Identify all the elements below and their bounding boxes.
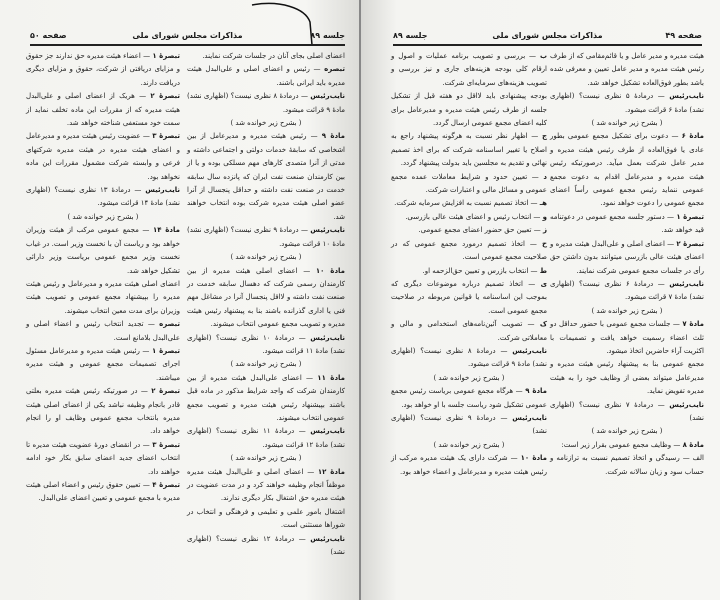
article-text: — اتخاذ تصمیم درمورد مجمع عمومی که در صلاحیت مجمع عمومی است.: [391, 239, 547, 262]
article-heading: نایب‌رئیس: [310, 333, 345, 342]
article-text: — اعضای علی‌البدل هیئت مدیره از بین کارمندان شرکت که واجد شرایط مذکور در ماده قبل باشند بپیشنهاد رئیس هیئت مدیره و تصویب مجمع عمومی انتخاب میشوند.: [187, 373, 345, 422]
article-paragraph: [26, 90, 180, 130]
article-heading: مادهٔ ۹: [321, 132, 346, 141]
article-heading: تبصرهٔ ۳: [152, 440, 180, 449]
article-heading: مادهٔ ۱۰: [315, 266, 345, 275]
page-header: [393, 28, 702, 46]
article-text: — رئیس و اعضای اصلی و علی‌البدل هیئت مدیره باید ایرانی باشند.: [187, 65, 345, 87]
article-text: — دعوت برای تشکیل مجمع عمومی بطور عادی یا فوق‌العاده از طرف رئیس هیئت مدیره و مدیر عامل شرکت بعمل میآید. درصورتیکه رئیس هیئت مدیره و مدیرعامل اقدام به دعوت مجمع عمومی ننماید رئیس مجمع عمومی رأساً اعضای مجمع عمومی را دعوت خواهد نمود.: [550, 132, 704, 208]
article-heading: تبصرهٔ ۳: [152, 132, 180, 141]
article-text: — تجدید انتخاب رئیس و اعضاء اصلی و علی‌البدل بلامانع است.: [26, 320, 180, 342]
article-text: — انتخاب رئیس و اعضای هیئت عالی بازرسی.: [405, 212, 543, 221]
article-paragraph: [187, 332, 345, 359]
article-paragraph: [187, 425, 345, 452]
reading-note: ( بشرح زیر خوانده شد ): [230, 360, 302, 369]
article-heading: مادهٔ ۸: [682, 440, 704, 449]
article-heading: تبصرهٔ ۲: [151, 387, 181, 396]
article-paragraph: [187, 533, 345, 560]
article-text: — تعیین حدود و شرایط معاملات عمده مجمع عمومی و مسائل مالی و اعتبارات شرکت.: [391, 172, 547, 195]
page-header: [30, 28, 345, 46]
reading-note: ( بشرح زیر خوانده شد ): [230, 253, 302, 262]
text-column: [391, 50, 547, 479]
article-heading: هـ: [539, 199, 547, 208]
right-page: [361, 0, 720, 600]
article-text: — اتخاذ تصمیم نسبت به افزایش سرمایه شرکت.: [394, 199, 540, 208]
article-text: — اتخاذ تصمیم درباره موضوعات دیگری که بموجب این اساسنامه یا قوانین مربوطه در صلاحیت مجمع عمومی است.: [391, 279, 547, 315]
article-heading: تبصره: [159, 320, 180, 329]
article-text: — درمادهٔ ۵ نظری نیست؟ (اظهاری نشد) مادهٔ ۶ قرائت میشود.: [550, 92, 704, 114]
article-text: — درمادهٔ ۹ نظری نیست؟ (اظهاری نشد) مادهٔ ۱۰ قرائت میشود.: [187, 226, 345, 248]
article-paragraph: [26, 345, 180, 385]
reading-note: ( بشرح زیر خوانده شد ): [230, 119, 302, 128]
article-paragraph: [26, 439, 180, 479]
article-text: — انتخاب بازرس و تعیین حق‌الزحمه او.: [422, 266, 540, 275]
article-paragraph: [26, 318, 180, 345]
article-heading: نایب‌رئیس: [310, 92, 346, 101]
reading-note: ( بشرح زیر خوانده شد ): [230, 454, 302, 463]
article-paragraph: [391, 278, 547, 318]
article-heading: مادهٔ ۱۱: [317, 373, 345, 382]
article-paragraph: [391, 265, 547, 278]
article-paragraph: [26, 50, 180, 90]
article-heading: ز: [542, 226, 547, 235]
article-paragraph: [391, 211, 547, 224]
article-text: — درمادهٔ ۱۳ نظری نیست؟ (اظهاری نشد) مادهٔ ۱۴ قرائت میشود.: [26, 186, 180, 208]
article-heading: ب: [539, 52, 547, 60]
paragraph: مجمع عمومی بنا به پیشنهاد رئیس هیئت مدیره و مدیرعامل میتواند بعضی از وظایف خود را به هیئت مدیره تفویض نماید.: [550, 360, 704, 396]
article-heading: نایب‌رئیس: [512, 413, 547, 422]
article-paragraph: [550, 130, 704, 210]
text-column: [187, 50, 345, 559]
article-heading: تبصرهٔ ۱: [676, 212, 704, 221]
article-heading: ک: [539, 320, 547, 329]
paragraph: الف — رسیدگی و اتخاذ تصمیم نسبت به ترازنامه و حساب سود و زیان سالانه شرکت.: [550, 454, 704, 476]
article-heading: ی: [540, 279, 547, 288]
paragraph: اشتغال بامور علمی و تعلیمی و فرهنگی و انتخاب در شوراها مستثنی است.: [187, 507, 345, 530]
article-heading: مادهٔ ۱۴: [152, 226, 180, 235]
article-text: — رئیس هیئت مدیره و مدیرعامل از بین اشخاصی که سابقهٔ خدمات دولتی و اجتماعی داشته و مدتی از آنرا متصدی کارهای مهم مسلکی بوده و یا از بین کارمندان صنعت نفت ایران که پانزده سال سابقه خدمت در صنعت نفت داشته و حداقل پنجسال از آنرا عضو اصلی هیئت مدیره شرکت بوده انتخاب خواهند شد.: [187, 132, 345, 221]
article-text: — درمادهٔ ۸ نظری نیست؟ (اظهاری نشد) مادهٔ ۹ قرائت میشود.: [187, 92, 345, 114]
article-text: — عضویت رئیس هیئت مدیره و مدیرعامل و اعضای هیئت مدیره در هیئت مدیره شرکتهای فرعی و وابسته شرکت مشمول مقررات این ماده نخواهد بود.: [26, 132, 180, 181]
left-page: [0, 0, 359, 600]
reading-note: ( بشرح زیر خوانده شد ): [433, 373, 505, 382]
article-paragraph: [391, 452, 547, 479]
article-paragraph: [550, 278, 704, 305]
article-heading: مادهٔ ۹: [525, 387, 548, 396]
article-heading: نایب‌رئیس: [310, 427, 345, 436]
article-paragraph: [26, 184, 180, 211]
article-text: — اعضای اصلی هیئت مدیره از بین کارمندان رسمی شرکت که دهسال سابقه خدمت در صنعت نفت داشته و لااقل پنجسال آنرا در مشاغل مهم فنی یا اداری گذرانده باشند بنا به پیشنهاد رئیس هیئت مدیره و تصویب مجمع عمومی انتخاب میشوند.: [187, 266, 345, 329]
article-text: — درمادهٔ ۱۰ نظری نیست؟ (اظهاری نشد) مادهٔ ۱۱ قرائت میشود.: [187, 333, 345, 355]
article-heading: تبصرهٔ ۲: [676, 239, 704, 248]
article-text: — بررسی و تصویب برنامه عملیات و اصول و ارقام کلی بودجه هزینه‌های جاری و نیز بررسی و تصویب هزینه‌های سرمایه‌ای شرکت.: [391, 52, 547, 87]
article-paragraph: [187, 224, 345, 251]
article-paragraph: [550, 90, 704, 117]
article-text: — درمادهٔ ۹ نظری نیست؟ (اظهاری نشد): [391, 413, 547, 436]
article-heading: مادهٔ ۷: [682, 320, 705, 329]
article-paragraph: [391, 171, 547, 198]
article-text: — درمادهٔ ۸ نظری نیست؟ (اظهاری نشد) مادهٔ ۹ قرائت میشود.: [391, 346, 547, 369]
reading-note: ( بشرح زیر خوانده شد ): [591, 119, 663, 128]
article-text: — اعضای اصلی و علی‌البدل هیئت مدیره موظفاً انجام وظیفه خواهند کرد و در مدت عضویت در هیئت مدیره حق اشتغال بکار دیگری ندارند.: [187, 467, 345, 503]
article-paragraph: [187, 466, 345, 506]
article-paragraph: [26, 224, 180, 278]
article-text: — جلسات مجمع عمومی با حضور حداقل دو ثلث اعضاء رسمیت خواهد یافت و تصمیمات با اکثریت آراء حاضرین اتخاذ میشود.: [550, 320, 704, 355]
article-heading: تبصرهٔ ۴: [152, 481, 180, 489]
article-paragraph: [391, 238, 547, 265]
article-heading: نایب‌رئیس: [669, 92, 704, 101]
article-text: — در انقضای دورهٔ عضویت هیئت مدیره تا انتخاب اعضای جدید اعضای سابق بکار خود ادامه خواهند داد.: [26, 440, 180, 476]
article-paragraph: [391, 130, 547, 170]
paragraph: اعضای اصلی بجای آنان در جلسات شرکت نمایند.: [202, 52, 345, 60]
article-paragraph: [391, 50, 547, 90]
article-heading: نایب‌رئیس: [145, 186, 180, 195]
article-paragraph: [391, 224, 547, 237]
session-number: جلسه ۸۹: [393, 31, 428, 40]
article-heading: مادهٔ ۱۲: [317, 467, 345, 476]
article-paragraph: [550, 211, 704, 238]
article-text: — وظایف مجمع عمومی بقرار زیر است:: [561, 440, 683, 449]
article-text: — مجمع عمومی مرکب از هیئت وزیران خواهد بود و ریاست آن با نخست وزیر است. در غیاب نخست وزیر مجمع عمومی بریاست وزیر دارائی تشکیل خواهد شد.: [26, 226, 180, 275]
article-heading: تبصره: [324, 65, 345, 74]
article-text: — هرگاه مجمع عمومی بریاست رئیس مجمع عمومی تشکیل شود ریاست جلسه با او خواهد بود.: [391, 387, 547, 409]
article-paragraph: [187, 130, 345, 224]
article-paragraph: [26, 385, 180, 439]
article-heading: تبصرهٔ ۲: [150, 92, 181, 101]
paragraph: بودجه پیشنهادی باید لااقل دو هفته قبل از تشکیل جلسه از طرف رئیس هیئت مدیره و مدیرعامل برای کلیه اعضای مجمع عمومی ارسال گردد.: [391, 92, 547, 128]
article-heading: نایب‌رئیس: [310, 534, 345, 543]
article-text: — درمادهٔ ۱۱ نظری نیست؟ (اظهاری نشد) مادهٔ ۱۲ قرائت میشود.: [187, 427, 345, 449]
article-heading: ح: [541, 239, 547, 248]
article-paragraph: [550, 399, 704, 426]
article-text: — رئیس هیئت مدیره و مدیرعامل مسئول اجرای تصمیمات مجمع عمومی و هیئت مدیره میباشند.: [26, 346, 180, 382]
article-text: — اعضای اصلی و علی‌البدل هیئت مدیره و اعضای هیئت عالی بازرسی میتوانند بدون داشتن حق رأی در جلسات مجمع عمومی شرکت نمایند.: [550, 239, 704, 275]
article-text: — درمادهٔ ۶ نظری نیست؟ (اظهاری نشد) مادهٔ ۷ قرائت میشود.: [550, 279, 704, 302]
article-paragraph: [26, 130, 180, 184]
article-paragraph: [391, 197, 547, 210]
article-text: — هریک از اعضای اصلی و علی‌البدل هیئت مدیره که از مقررات این ماده تخلف نماید از سمت خود مستعفی شناخته خواهد شد.: [26, 92, 180, 128]
paragraph: اعضای اصلی هیئت مدیره و مدیرعامل و رئیس هیئت مدیره را بپیشنهاد مجمع عمومی و تصویب هیئت وزیران برای مدت معین انتخاب میشوند.: [26, 279, 180, 315]
article-paragraph: [391, 385, 547, 412]
article-heading: نایب‌رئیس: [310, 226, 346, 235]
article-heading: نایب‌رئیس: [669, 279, 704, 288]
article-heading: نایب‌رئیس: [669, 400, 704, 409]
reading-note: ( بشرح زیر خوانده شد ): [591, 427, 663, 436]
article-paragraph: [550, 238, 704, 278]
article-paragraph: [187, 372, 345, 426]
session-number: جلسه ۸۹: [310, 31, 345, 40]
article-heading: تبصرهٔ ۱: [152, 52, 180, 60]
text-column: [550, 50, 704, 479]
article-paragraph: [550, 318, 704, 358]
article-paragraph: [391, 412, 547, 439]
article-text: — تصویب آئین‌نامه‌های استخدامی و مالی و معاملاتی شرکت.: [391, 320, 547, 342]
article-paragraph: [550, 439, 704, 452]
article-heading: ط: [539, 266, 547, 275]
article-text: — تعیین حقوق رئیس و اعضاء اصلی هیئت مدیره با مجمع عمومی و تعیین اعضای علی‌البدل.: [26, 481, 180, 503]
reading-note: ( بشرح زیر خوانده شد ): [591, 306, 663, 315]
running-title: مذاکرات مجلس شورای ملی: [132, 31, 243, 40]
article-heading: مادهٔ ۱۰: [520, 454, 548, 463]
article-text: — اعضاء هیئت مدیره حق ندارند جز حقوق و مزایای دریافتی از شرکت، حقوق و مزایای دیگری دریافت دارند.: [26, 52, 180, 87]
article-text: — درمادهٔ ۷ نظری نیست؟ (اظهاری نشد): [550, 400, 704, 422]
article-text: — دستور جلسه مجمع عمومی در دعوتنامه قید خواهد شد.: [550, 212, 704, 235]
text-column: [26, 50, 180, 506]
article-heading: ج: [541, 132, 547, 141]
article-text: — تعیین حق حضور اعضای مجمع عمومی.: [418, 226, 543, 235]
reading-note: ( بشرح زیر خوانده شد ): [67, 212, 139, 221]
article-text: — درمادهٔ ۱۲ نظری نیست؟ (اظهاری نشد): [187, 534, 345, 557]
article-heading: نایب‌رئیس: [512, 346, 547, 355]
article-paragraph: [187, 90, 345, 117]
article-text: — در صورتیکه رئیس هیئت مدیره بعلتی قادر بانجام وظیفه نباشد یکی از اعضای اصلی هیئت مدیره بانتخاب مجمع عمومی وظایف او را انجام خواهد داد.: [26, 387, 180, 436]
article-heading: تبصرهٔ ۱: [152, 346, 180, 355]
article-paragraph: [391, 345, 547, 372]
article-paragraph: [391, 318, 547, 345]
article-text: — شرکت دارای یک هیئت مدیره مرکب از رئیس هیئت مدیره و مدیرعامل و اعضاء خواهد بود.: [391, 454, 547, 476]
running-title: مذاکرات مجلس شورای ملی: [492, 31, 603, 40]
paragraph: هیئت مدیره و مدیر عامل و یا قائم‌مقامی که از طرف رئیس هیئت مدیره و مدیر عامل تعیین و معرفی شده باشد بطور فوق‌العاده تشکیل خواهد شد.: [550, 52, 704, 87]
article-heading: د: [543, 172, 547, 181]
article-heading: مادهٔ ۶: [681, 132, 705, 141]
article-paragraph: [187, 265, 345, 332]
article-paragraph: [187, 63, 345, 90]
article-heading: و: [542, 212, 547, 221]
reading-note: ( بشرح زیر خوانده شد ): [433, 440, 505, 449]
article-paragraph: [26, 479, 180, 506]
page-number: صفحه ۴۹: [665, 31, 702, 40]
page-number: صفحه ۵۰: [30, 31, 67, 40]
article-text: — اظهار نظر نسبت به هرگونه پیشنهاد راجع به اصلاح یا تغییر اساسنامه شرکت که برای اخذ تصمیم نهائی و تقدیم به مجلسین باید بدولت پیشنهاد گردد.: [391, 132, 547, 168]
